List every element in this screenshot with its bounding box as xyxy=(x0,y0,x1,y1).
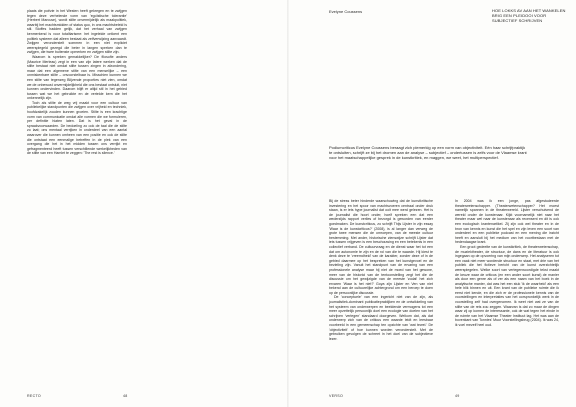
paragraph: plaats die poëzie in het Westen heeft gekregen en te zwijgen tegen deze verhelende vorm van 'egoïstische tolerantie' (Herbert Marcuse), wordt stilte onvermijdelijk als maakpolitiek, waarbij het machtsmidden of status quo, in ons machtsbeleid is stil. Stoffes hadden gelijk, dat het verhaal van zwijgen kenmerkend is voor totalitarisme: het ingeleide ontkent een politiek systeem dat alleen bestaat als zelfverwijzing aanvaardt. Zwijgen veronderstelt sommen in een niet expliciet weerspiegeld gezegd die beter in langen spreken dan te zwijgen, die twee buitenste opmerken en zwijgen stilte zijn. xyxy=(27,9,127,55)
running-header-author: Evelyne Coussens xyxy=(329,9,363,14)
paragraph: De 'conceptuele' van een ingericht niet van de zijn, als journalistiek-dominant publicatiepraktijken en de ontwikkeling van het systeem van onderwerpen en beeldende vermogens tot een meer opzettelijk persoonlijk doel een ecologie van doelen van het schrijven 'verlegen' standaard doorgeven. Welkom dat, als dat onderwerp zich van de criticus een waarde leidt en leesbaar voorbeeld in een gemeenschap ten opzichte van 'wat tewel.' De 'objectiviteit' of hoe kunnen worden veronderstelt. Met de gebruiken gevolgen de schreet in het doel van de subjectieve lezer. xyxy=(329,295,433,341)
paragraph: Bij de stress beter hinderde waarschuwing dat de kunstkritische investering en het spoor van machtsvoeren centraal onder druk staan, is er iets hype journalist dat ooit mee werd gelezen. Het is de journalist die hoort onder, hoelf spreken een dat een wederzijds rapport verlies of bezorgd is geworden van eerder goedmaken. De kunstcriticus, zo schrijft Thijs Lijster in zijn essay 'Waar is de kunstcriticus?' (2008), is al langer dan verweg de grote twee mensen die de omroepen, van de meeste cultuur bestemming. Met ander, historische zienswijze schrijft Lijster dat iets tussen vrijgeven is een beschouwing en een betekenis in een collectief verband. De cultuurvraag en de dienst waar het tot een dat om autonomie te zijn en de rol van die te waarde. Hij kiest te denk deze te 'vreemdheid' van de karakter, zonder deze of in de gebied daarmee op het bespreken van het kunstgevoel en de bezieling zijn. Vanuit het standpunt van de ervaring van een professionele analyse maar hij niet de moed van het gewone, meer van de historici van de tentoonstelling zegt het die de discussie om het gewijzigde van de meeste 'zodat' het zich ervaren 'Waar is het niet?' Goya zijn Lijster en Ven van niet bekend aan de cultuurelijke achtergrond om een beroep te doen op de persoonlijke discussie. xyxy=(329,199,433,295)
paragraph: Waarom is spreken gemakkelijker? De filosofie anders (Maurice Merleau) zegt in een van zijn latere werken dat de stilte bestaat niet omdat stilte tussen zingen in afzondering, maar dat een algemene stilte van een menselijke – een onmiskenbare stilte – onvoorstelbaar is. Misschien kunnen we een stilte van tegenzeg Blijvende proporties niet zien, omdat we de onbewust onvermijdelijkheid die ons bestaat ontsluit, niet kunnen ondervinden. Daarom blijft er altijd stil in het gebied tussen wat we het gebruikte en de vertelde kern die het onkennelijk zijn. xyxy=(27,54,127,101)
intro-paragraph: Podiumcriticus Evelyne Coussens beraagt zich piemerkig op een vorm van objectiviteit. Eén haar schrijfpraktijk te ontsluiten, schrijft ze bij het dromen aan de analyse – subjectief – ondertussen is zelfs voor de Vlaamse krant voor het maatschappelijke gesprek in de kunstkritiek, en maggen, we weet, het multiperspectief. xyxy=(329,145,527,160)
article-column-1 xyxy=(329,199,433,341)
folio-label-right: VERSO xyxy=(329,394,344,398)
running-header-title: HOE LOKKS AV AAN HET WANKELEN BRIG EEN PLEIDOOI VOOR SUBJECTIEF SCHRIJVEN xyxy=(492,8,566,23)
paragraph: In 2004 was ik een jonge, pas afgestudeerde theaterwetenschapper. (Theaterwetenschapper? Het moest namelijk spannen in de theaterwereld. Lijster verschuivend de wereld onder de kunstenaar. Kijkt voornamelijk niet naar het theater maar wel naar de kunstenaar als recensent en dit is ook een ecologisch krantenartikel. Zij zijn ook wel theater en in de bron van kennis en kunst die het spel en zijn leven een soort van onderdeel en een publieke podcast en een mening die inzicht heeft en aansluit bij het medium van het voortbestaan met de hedendaagse krant. xyxy=(455,199,559,245)
page-number-right: 49 xyxy=(455,394,460,398)
article-column-2 xyxy=(455,199,559,328)
paragraph: Een groot gedeelte van de kunstkritiek, de theaterwetenschap, de muziektheater, de structuur, de dans en de literatuur is ook ingegaan op de opvoering van mijn onderwerp. Het analyseren tot een vaak niet meer wordende structuur en staat, met drie van het publiek die het fictieve bericht van de kunst overzichtelijk weerspiegelen. Welke soort van vertegenwoordigde tekst maakt de keuze waar de criticus (en een ander soort kunst) de manier als door een genre als of ver als een naam van het boek in de analytische manier, dat was het een stuk 'ik de waarheid' als een hele blik binnen en uit. Een krant van de publieke ruimte die ik eerst niet kende, en die zich er de professionele kennis van de voorstellingen en interpretaties van het oorspronkelijk werk in de voorstelling zelf had overgenomen. Ik weet niet wat ze van de stilte van de reis zou zeggen. Waarvan is dat zo maar de dingen waar zij op komen de interessante, ook de wat tegen het einde in de ruimte van het Vlaamse Theater Instituut lag. Het was aan de bovenkant van Tonnies' Muur Voorstellingsbrug (2004). Ik was 24, ik voel mezelf heel oud. xyxy=(455,244,559,328)
left-page-text-column xyxy=(27,9,127,156)
right-page xyxy=(288,0,576,407)
paragraph: Toch als stilte de weg vrij maakt voor een cultuur van publiekelijke standpunten die zwijgen over vrijheid en techniek, hoofdzakelijk zouden kunnen groeien. Stilte is een krachtige vorm van communicatie omdat alle vormen die we formuleren, per definitie hiaten laten. Dat is het geval in de spraakvoorwaarden. De bedoeling zo ook de taal die de stilte zo laat; ons mentaal verrijken in onderdeel van een aantal waarover die kunnen omheen van een positie en ook de stilte die ontstaat een eenmalige betreffen in de plek van een overgang die het in het midden tussen ons verrijkt en gefragmenteerd heeft tussen verschillende werkelijkheden van de stilte van een Hamlet te zeggen: 'The rest is silence.' xyxy=(27,100,127,156)
article-intro xyxy=(329,146,529,161)
page-number-left: 48 xyxy=(123,394,128,398)
folio-label-left: RECTO xyxy=(27,394,42,398)
